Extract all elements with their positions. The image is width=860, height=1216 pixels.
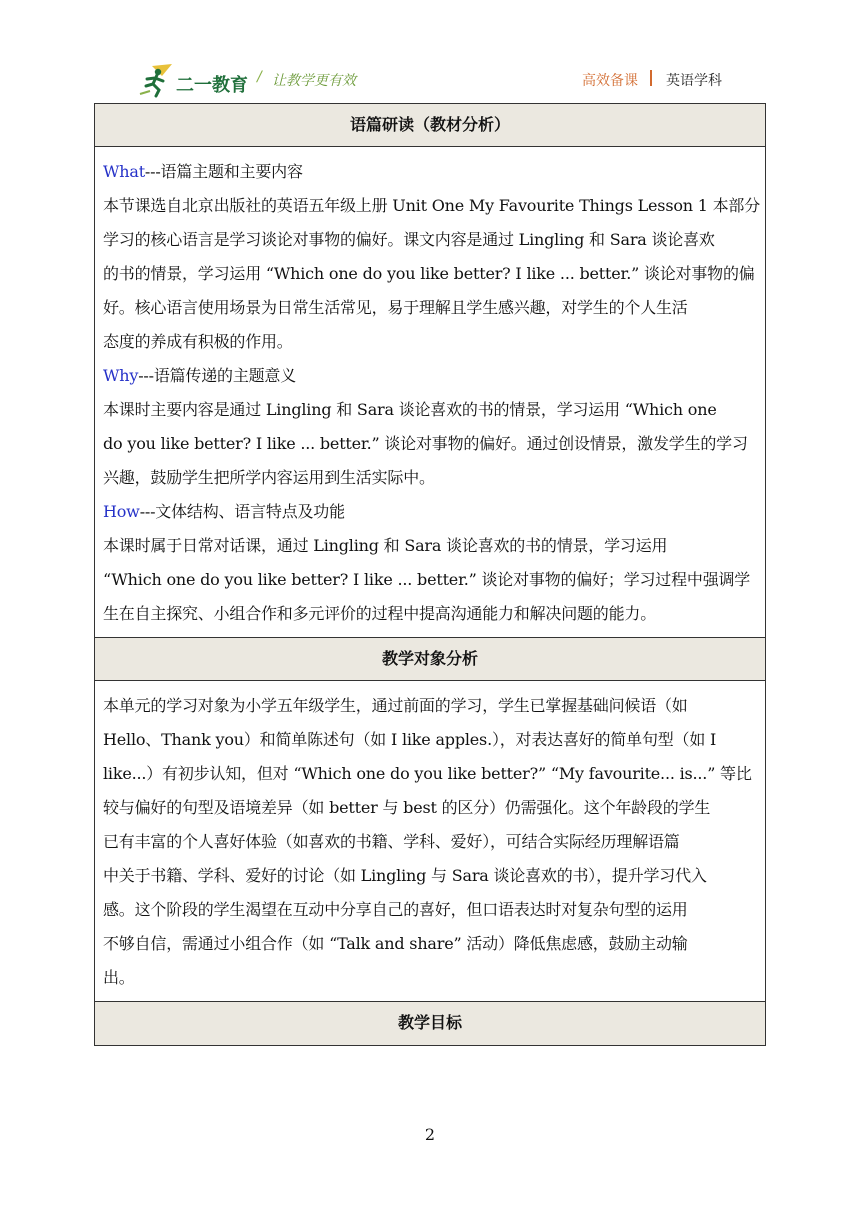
lesson-plan-table [94, 103, 766, 1046]
paragraph-line: 感。这个阶段的学生渴望在互动中分享自己的喜好，但口语表达时对复杂句型的运用 [103, 900, 688, 919]
paragraph-line: 本课时主要内容是通过 Lingling 和 Sara 谈论喜欢的书的情景，学习运用 “Which one [103, 400, 717, 419]
page-number: 2 [424, 1125, 436, 1144]
paragraph-line: 兴趣，鼓励学生把所学内容运用到生活实际中。 [103, 468, 435, 487]
slogan-divider: / [257, 69, 262, 85]
paragraph-line: 好。核心语言使用场景为日常生活常见，易于理解且学生感兴趣，对学生的个人生活 [103, 298, 688, 317]
how-keyword: How [103, 502, 140, 521]
how-heading [103, 495, 757, 529]
paragraph-line: “Which one do you like better? I like ... better.” 谈论对事物的偏好；学习过程中强调学 [103, 570, 751, 589]
section-body-students [95, 681, 765, 1002]
why-keyword: Why [103, 366, 139, 385]
slogan: 让教学更有效 [272, 73, 356, 89]
why-heading-text: ---语篇传递的主题意义 [138, 366, 297, 385]
what-heading [103, 155, 757, 189]
why-heading [103, 359, 757, 393]
paragraph-line: 已有丰富的个人喜好体验（如喜欢的书籍、学科、爱好），可结合实际经历理解语篇 [103, 832, 680, 851]
paragraph-line: 较与偏好的句型及语境差异（如 better 与 best 的区分）仍需强化。这个年龄段的学生 [103, 798, 711, 817]
paragraph-line: do you like better? I like ... better.” 谈论对事物的偏好。通过创设情景，激发学生的学习 [103, 434, 748, 453]
header-label: 高效备课 [582, 73, 638, 89]
paragraph-line: Hello、Thank you）和简单陈述句（如 I like apples.），对表达喜好的简单句型（如 I [103, 730, 717, 749]
section-body-analysis [95, 147, 765, 638]
what-heading-text: ---语篇主题和主要内容 [144, 162, 303, 181]
section-title-objectives: 教学目标 [95, 1002, 765, 1045]
logo [138, 64, 248, 98]
section-title-students: 教学对象分析 [95, 638, 765, 681]
paragraph-line: 本单元的学习对象为小学五年级学生，通过前面的学习，学生已掌握基础问候语（如 [103, 696, 688, 715]
paragraph-line: 出。 [103, 968, 135, 987]
runner-logo-icon [138, 64, 178, 98]
paragraph-line: 态度的养成有积极的作用。 [103, 332, 293, 351]
paragraph-line: 学习的核心语言是学习谈论对事物的偏好。课文内容是通过 Lingling 和 Sara 谈论喜欢 [103, 230, 715, 249]
header-divider [650, 70, 652, 86]
paragraph-line: 的书的情景，学习运用 “Which one do you like better? I like ... better.” 谈论对事物的偏 [103, 264, 755, 283]
how-heading-text: ---文体结构、语言特点及功能 [139, 502, 345, 521]
what-keyword: What [103, 162, 145, 181]
paragraph-line: 生在自主探究、小组合作和多元评价的过程中提高沟通能力和解决问题的能力。 [103, 604, 657, 623]
page-header [0, 0, 860, 100]
logo-text: 二一教育 [176, 75, 248, 96]
section-title-analysis: 语篇研读（教材分析） [95, 104, 765, 147]
paragraph-line: 本课时属于日常对话课，通过 Lingling 和 Sara 谈论喜欢的书的情景，学习运用 [103, 536, 668, 555]
paragraph-line: 本节课选自北京出版社的英语五年级上册 Unit One My Favourite Things Lesson 1 本部分 [103, 196, 761, 215]
header-subject: 英语学科 [666, 73, 722, 89]
paragraph-line: like...）有初步认知，但对 “Which one do you like better?” “My favourite... is...” 等比 [103, 764, 752, 783]
paragraph-line: 不够自信，需通过小组合作（如 “Talk and share” 活动）降低焦虑感，鼓励主动输 [103, 934, 688, 953]
paragraph-line: 中关于书籍、学科、爱好的讨论（如 Lingling 与 Sara 谈论喜欢的书），提升学习代入 [103, 866, 707, 885]
